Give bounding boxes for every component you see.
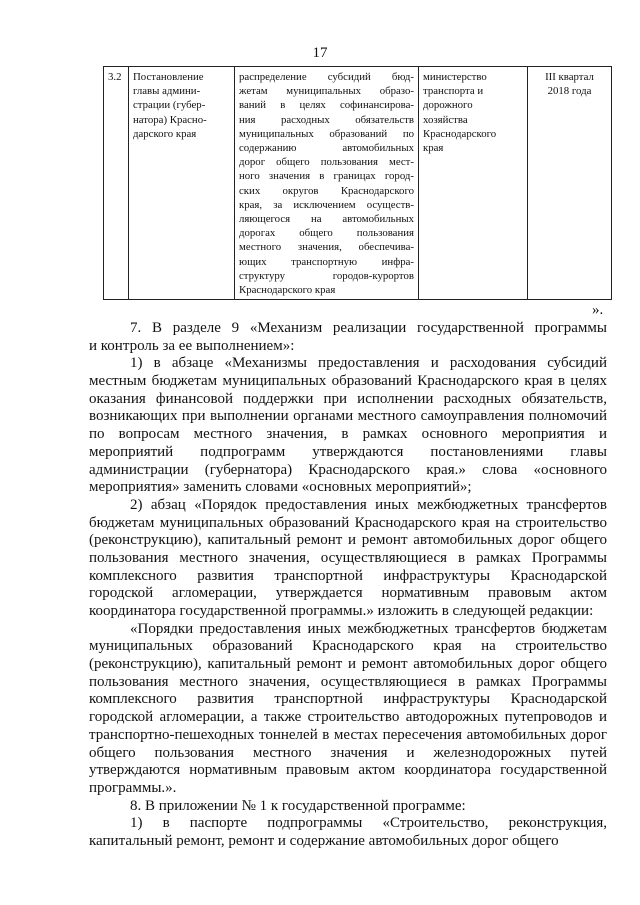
paragraph-line: 8. В приложении № 1 к государственной программе: <box>130 797 466 814</box>
paragraph-line: 1) в паспорте подпрограммы «Строительство, реконструкция, <box>130 815 607 832</box>
paragraph-line: координатора государственной программы.» изложить в следующей редакции: <box>89 603 594 619</box>
paragraph-line: городской агломерации, утверждается нормативным правовым актом <box>89 585 607 602</box>
paragraph-line: бюджетам муниципальных образований Краснодарского края на строительство <box>89 514 607 531</box>
deadline-lines <box>532 70 607 98</box>
cell-text-line: дорожного <box>423 99 473 112</box>
paragraph-line: 2) абзац «Порядок предоставления иных межбюджетных трансфертов <box>130 496 607 513</box>
paragraph-line: возникающих при выполнении органами местного самоуправления полномочий <box>89 408 607 425</box>
paragraph <box>89 621 607 798</box>
paragraph-line: оказания финансовой поддержки при исполнении расходных обязательств, <box>89 390 607 407</box>
cell-text-line: III квартал <box>545 71 594 83</box>
cell-text-line: содержанию автомобильных <box>239 142 414 155</box>
cell-text-line: местного значения, обеспечива- <box>239 241 414 254</box>
paragraph-line: «Порядки предоставления иных межбюджетных трансфертов бюджетам <box>130 620 607 637</box>
paragraph-line: городской агломерации, а также строительство автодорожных путепроводов и <box>89 709 607 726</box>
executor-lines <box>423 70 523 155</box>
cell-text-line: министерство <box>423 71 487 83</box>
cell-text-line: структуру городов-курортов <box>239 269 414 282</box>
paragraph-line: по вопросам местного значения, в рамках основного мероприятия и <box>89 426 607 443</box>
table-row <box>104 67 612 300</box>
paragraph-line: 7. В разделе 9 «Механизм реализации государственной программы <box>130 320 607 336</box>
paragraph-line: мероприятия» заменить словами «основных мероприятий»; <box>89 479 472 496</box>
cell-text-line: дорогах общего пользования <box>239 227 414 240</box>
paragraph <box>89 355 607 497</box>
deadline-cell <box>528 67 612 300</box>
row-number-cell: 3.2 <box>104 67 129 300</box>
cell-text-line: ющих транспортную инфра- <box>239 255 414 268</box>
cell-text-line: ваний в целях софинансирова- <box>239 99 414 112</box>
cell-text-line: ния расходных обязательств <box>239 113 414 126</box>
paragraph-line: муниципальных образований Краснодарского края на строительство <box>89 638 607 655</box>
paragraph-line: утверждаются нормативным правовым актом координатора государственной <box>89 762 607 779</box>
description-lines <box>239 70 414 297</box>
paragraph-line: 1) в абзаце «Механизмы предоставления и расходования субсидий <box>130 355 607 372</box>
cell-text-line: ного значения в границах город- <box>239 170 414 183</box>
paragraph <box>89 798 607 816</box>
cell-text-line: жетам муниципальных образо- <box>239 85 414 98</box>
cell-text-line: дорог общего пользования мест- <box>239 156 414 169</box>
responsible-document-cell <box>129 67 235 300</box>
cell-text-line: главы админи- <box>133 85 201 98</box>
document-body <box>89 320 607 851</box>
paragraph-line: комплексного развития транспортной инфраструктуры Краснодарской <box>89 567 607 584</box>
responsible-lines <box>133 70 230 141</box>
cell-text-line: Краснодарского края <box>239 284 336 297</box>
measure-description-cell <box>235 67 419 300</box>
paragraph-line: администрации (губернатора) Краснодарского края.» слова «основного <box>89 461 607 478</box>
paragraph-line: (реконструкцию), капитальный ремонт и ремонт автомобильных дорог общего <box>89 532 607 549</box>
paragraph-line: мероприятий подпрограмм утверждаются постановлениями главы <box>89 443 607 460</box>
paragraph-line: местным бюджетам муниципальных образований Краснодарского края в целях <box>89 373 607 390</box>
cell-text-line: ских округов Краснодарского <box>239 184 414 197</box>
paragraph <box>89 497 607 621</box>
cell-text-line: края <box>423 142 444 155</box>
measures-table <box>103 66 612 300</box>
cell-text-line: страции (губер- <box>133 99 206 112</box>
cell-text-line: хозяйства <box>423 113 468 126</box>
paragraph-line: капитальный ремонт, ремонт и содержание автомобильных дорог общего <box>89 832 559 849</box>
cell-text-line: Постановление <box>133 71 204 83</box>
cell-text-line: 2018 года <box>547 85 592 98</box>
paragraph-line: комплексного развития транспортной инфраструктуры Краснодарской <box>89 691 607 708</box>
paragraph-line: и контроль за ее выполнением»: <box>89 337 295 354</box>
paragraph-line: (реконструкцию), капитальный ремонт и ремонт автомобильных дорог общего <box>89 656 607 673</box>
cell-text-line: натора) Красно- <box>133 113 207 126</box>
paragraph-line: программы.». <box>89 779 177 796</box>
paragraph-line: пользования местного значения, осуществляющиеся в рамках Программы <box>89 549 607 566</box>
closing-quote: ». <box>592 302 604 318</box>
cell-text-line: края, за исключением осуществ- <box>239 198 414 211</box>
cell-text-line: муниципальных образований по <box>239 127 414 140</box>
cell-text-line: Краснодарского <box>423 127 497 140</box>
cell-text-line: транспорта и <box>423 85 484 98</box>
cell-text-line: дарского края <box>133 127 197 140</box>
paragraph-line: общего пользования местного значения и железнодорожных путей <box>89 744 607 761</box>
paragraph-line: транспортно-пешеходных тоннелей в местах пересечения автомобильных дорог <box>89 726 607 743</box>
paragraph <box>89 815 607 850</box>
page-number: 17 <box>312 45 328 61</box>
cell-text-line: ляющегося на автомобильных <box>239 213 414 226</box>
cell-text-line: распределение субсидий бюд- <box>239 71 414 83</box>
paragraph <box>89 320 607 355</box>
paragraph-line: пользования местного значения, осуществляющиеся в рамках Программы <box>89 673 607 690</box>
executor-cell <box>419 67 528 300</box>
